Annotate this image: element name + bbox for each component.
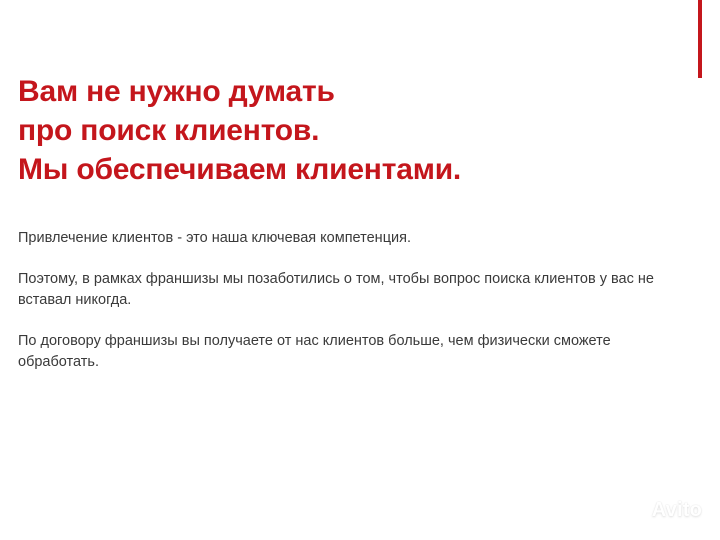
accent-bar [698, 0, 702, 78]
watermark [626, 499, 702, 522]
watermark-label: Avito [651, 499, 702, 521]
avito-logo-icon [626, 500, 648, 522]
headline-line-3: Мы обеспечиваем клиентами. [18, 153, 462, 186]
headline-line-2: про поиск клиентов. [18, 114, 320, 147]
body-paragraph-3: По договору франшизы вы получаете от нас клиентов больше, чем физически сможете обработать. [18, 333, 611, 371]
body-paragraph-1: Привлечение клиентов - это наша ключевая компетенция. [18, 230, 411, 246]
headline-line-1: Вам не нужно думать [18, 75, 335, 108]
body-paragraph-2: Поэтому, в рамках франшизы мы позаботились о том, чтобы вопрос поиска клиентов у вас не вставал никогда. [18, 271, 654, 309]
body-copy [18, 228, 678, 373]
page-title [18, 72, 678, 189]
